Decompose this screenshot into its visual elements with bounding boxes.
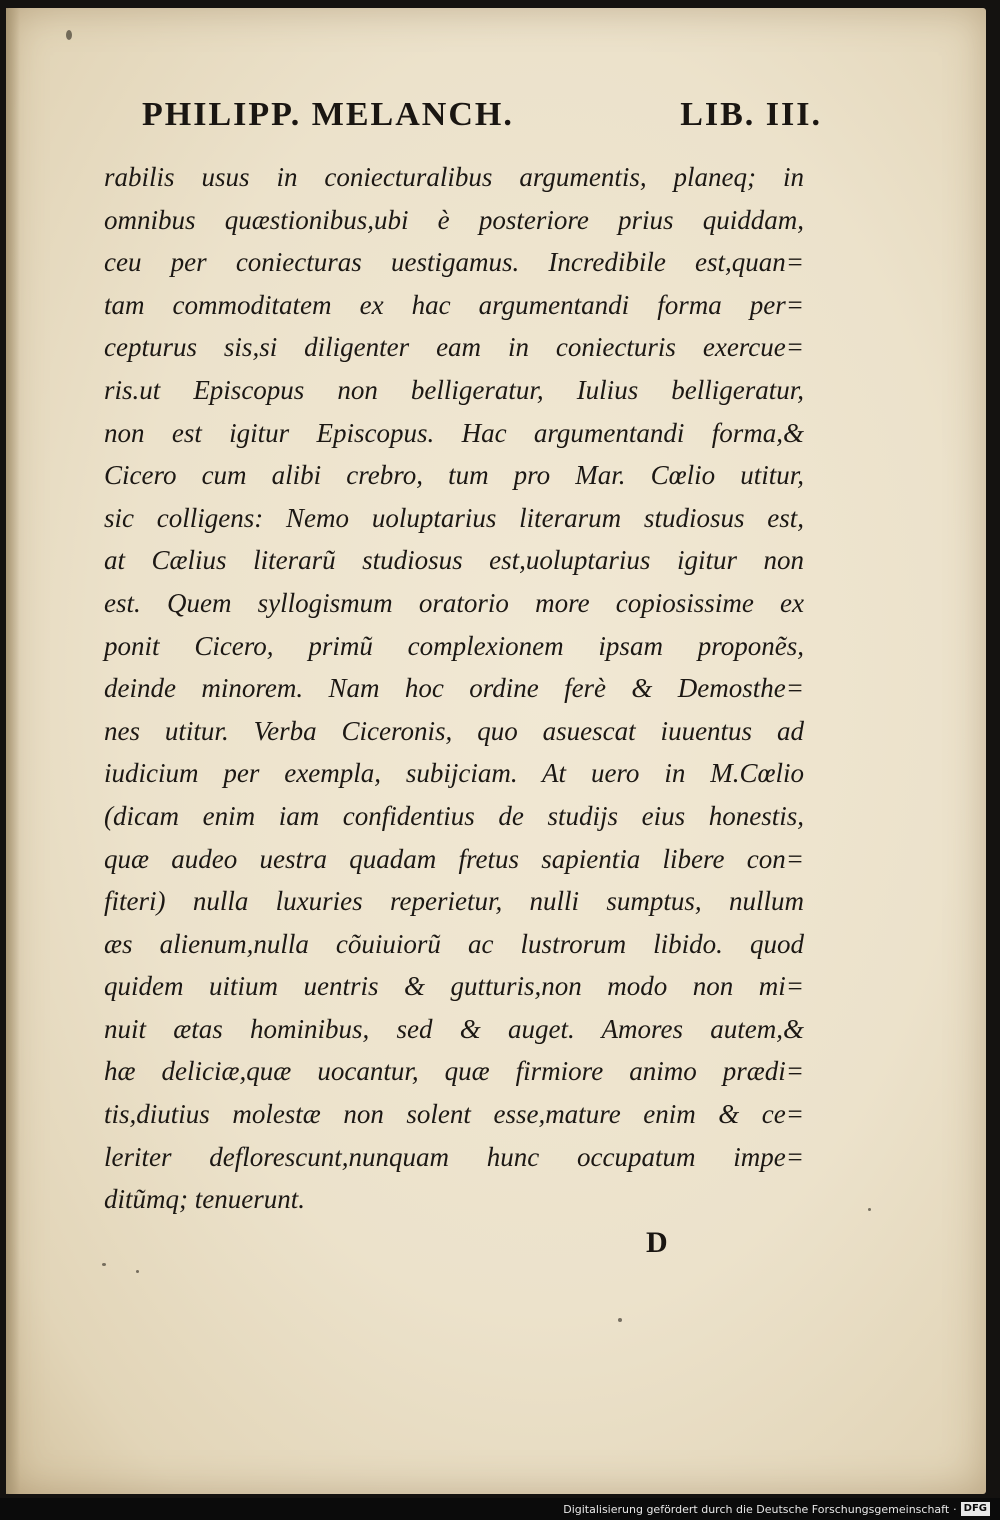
ink-speck [66, 30, 72, 40]
text-line: cepturus sis,si diligenter eam in coniecturis exercue= [104, 332, 804, 363]
running-head-author: PHILIPP. MELANCH. [142, 96, 514, 133]
book-page [6, 8, 986, 1494]
text-line: quidem uitium uentris & gutturis,non modo non mi= [104, 971, 804, 1002]
text-line: sic colligens: Nemo uoluptarius literarum studiosus est, [104, 502, 804, 533]
text-line: ditũmq; tenuerunt. [104, 1184, 305, 1215]
body-text [104, 156, 804, 1221]
page-binding-edge [6, 8, 20, 1494]
digitization-credit [563, 1500, 990, 1518]
running-head-book: LIB. III. [680, 96, 822, 133]
ink-speck [102, 1263, 106, 1266]
text-line: quæ audeo uestra quadam fretus sapientia libere con= [104, 843, 804, 874]
text-line: nes utitur. Verba Ciceronis, quo asuescat iuuentus ad [104, 715, 804, 746]
text-line: deinde minorem. Nam hoc ordine ferè & Demosthe= [104, 673, 804, 704]
text-line: tis,diutius molestæ non solent esse,mature enim & ce= [104, 1099, 804, 1130]
text-line: non est igitur Episcopus. Hac argumentandi forma,& [104, 417, 804, 448]
text-line: ponit Cicero, primũ complexionem ipsam proponẽs, [104, 630, 804, 661]
credit-separator: · [953, 1502, 957, 1516]
running-head [142, 96, 822, 146]
text-line: iudicium per exempla, subijciam. At uero in M.Cœlio [104, 758, 804, 789]
text-line: ceu per coniecturas uestigamus. Incredibile est,quan= [104, 247, 804, 278]
text-line: leriter deflorescunt,nunquam hunc occupatum impe= [104, 1141, 804, 1172]
text-line: rabilis usus in coniecturalibus argumentis, planeq; in [104, 162, 804, 192]
text-line: hæ deliciæ,quæ uocantur, quæ firmiore animo prædi= [104, 1056, 804, 1087]
dfg-logo: DFG [961, 1502, 990, 1516]
text-line: tam commoditatem ex hac argumentandi forma per= [104, 289, 804, 320]
text-line: nuit ætas hominibus, sed & auget. Amores autem,& [104, 1013, 804, 1044]
ink-speck [618, 1318, 622, 1322]
text-line: fiteri) nulla luxuries reperietur, nulli sumptus, nullum [104, 886, 804, 917]
ink-speck [868, 1208, 871, 1211]
text-line: (dicam enim iam confidentius de studijs eius honestis, [104, 800, 804, 831]
text-line: at Cælius literarũ studiosus est,uoluptarius igitur non [104, 545, 804, 576]
text-line: ris.ut Episcopus non belligeratur, Iulius belligeratur, [104, 374, 804, 405]
credit-text: Digitalisierung gefördert durch die Deutsche Forschungsgemeinschaft [563, 1502, 950, 1516]
ink-speck [136, 1270, 139, 1273]
signature-mark: D [646, 1226, 668, 1259]
text-line: est. Quem syllogismum oratorio more copiosissime ex [104, 587, 804, 618]
text-line: omnibus quæstionibus,ubi è posteriore prius quiddam, [104, 204, 804, 235]
text-line: æs alienum,nulla cõuiuiorũ ac lustrorum libido. quod [104, 928, 804, 959]
text-line: Cicero cum alibi crebro, tum pro Mar. Cœlio utitur, [104, 460, 804, 491]
